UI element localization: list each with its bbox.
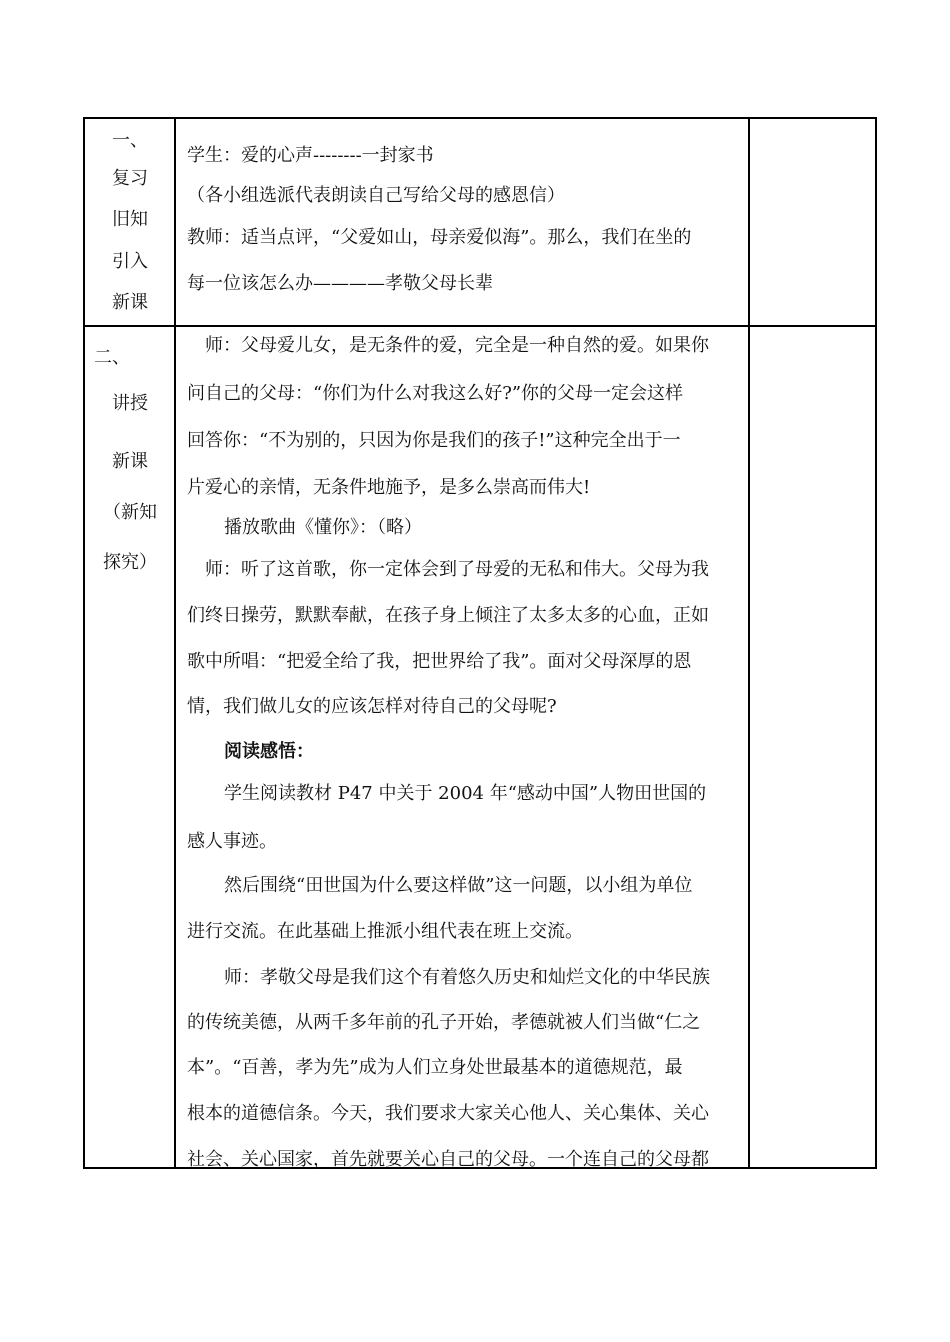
content-line: 师：听了这首歌，你一定体会到了母爱的无私和伟大。父母为我 <box>205 559 709 580</box>
row1-stage-line: 新课 <box>112 292 148 313</box>
content-line: 问自己的父母：“你们为什么对我这么好?”你的父母一定会这样 <box>187 383 684 404</box>
content-line: 的传统美德，从两千多年前的孔子开始，孝德就被人们当做“仁之 <box>187 1012 701 1033</box>
content-line: 根本的道德信条。今天，我们要求大家关心他人、关心集体、关心 <box>187 1103 709 1124</box>
column-divider-2 <box>748 119 750 1167</box>
content-line: 本”。“百善，孝为先”成为人们立身处世最基本的道德规范，最 <box>187 1057 683 1078</box>
content-line: 回答你：“不为别的，只因为你是我们的孩子!”这种完全出于一 <box>187 430 681 451</box>
content-line: （各小组选派代表朗读自己写给父母的感恩信） <box>187 185 565 206</box>
content-line: 师：父母爱儿女，是无条件的爱，完全是一种自然的爱。如果你 <box>205 335 709 356</box>
row1-stage-line: 旧知 <box>112 209 148 230</box>
row1-stage-line: 引入 <box>112 251 148 272</box>
section-heading: 阅读感悟： <box>224 741 314 762</box>
row-divider <box>85 325 875 327</box>
row1-stage-line: 一、 <box>112 130 148 151</box>
content-line: 感人事迹。 <box>187 831 277 852</box>
row2-stage-line: 探究） <box>103 552 157 573</box>
content-line: 片爱心的亲情，无条件地施予，是多么崇高而伟大! <box>187 477 591 498</box>
content-line: 师：孝敬父母是我们这个有着悠久历史和灿烂文化的中华民族 <box>224 967 710 988</box>
row2-stage-line: （新知 <box>103 502 157 523</box>
content-line: 学生：爱的心声--------一封家书 <box>187 145 434 166</box>
content-line: 教师：适当点评，“父爱如山，母亲爱似海”。那么，我们在坐的 <box>187 227 692 248</box>
content-line: 们终日操劳，默默奉献，在孩子身上倾注了太多太多的心血，正如 <box>187 605 709 626</box>
content-line: 学生阅读教材 P47 中关于 2004 年“感动中国”人物田世国的 <box>224 783 707 804</box>
row2-stage-line: 讲授 <box>112 393 148 414</box>
row1-stage-line: 复习 <box>112 168 148 189</box>
column-divider-1 <box>174 119 176 1167</box>
content-line: 然后围绕“田世国为什么要这样做”这一问题，以小组为单位 <box>224 875 693 896</box>
row2-stage-line: 新课 <box>112 451 148 472</box>
content-line: 每一位该怎么办————孝敬父母长辈 <box>187 273 493 294</box>
content-line: 歌中所唱：“把爱全给了我，把世界给了我”。面对父母深厚的恩 <box>187 651 692 672</box>
row2-stage-line: 二、 <box>94 347 130 368</box>
content-line: 播放歌曲《懂你》：（略） <box>224 517 422 538</box>
content-line: 情，我们做儿女的应该怎样对待自己的父母呢? <box>187 696 557 717</box>
content-line: 社会、关心国家，首先就要关心自己的父母。一个连自己的父母都 <box>187 1149 709 1170</box>
content-line: 进行交流。在此基础上推派小组代表在班上交流。 <box>187 921 583 942</box>
lesson-table <box>83 117 877 1169</box>
